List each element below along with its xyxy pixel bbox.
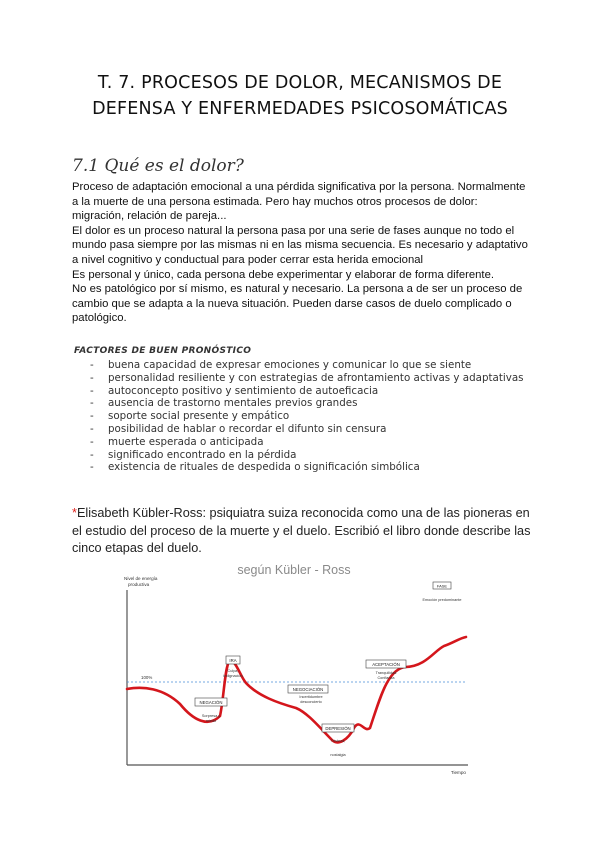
stage-desc: nostalgia — [330, 753, 346, 757]
stage-desc: miedo — [205, 719, 217, 723]
stage-desc: indignación — [223, 674, 243, 678]
kubler-ross-text: Elisabeth Kübler-Ross: psiquiatra suiza reconocida como una de las pioneras en el estudio del proceso de la muerte y el duelo. Escribió el libro donde describe las cinco etapas del duelo. — [72, 506, 531, 555]
page-title — [40, 70, 560, 122]
stage-desc: desconcierto — [300, 700, 322, 704]
stage-desc: Culpa, — [227, 669, 239, 673]
y-axis-label: productiva — [128, 582, 150, 587]
stage-label: NEGOCIACIÓN — [292, 687, 324, 692]
list-item: - autoconcepto positivo y sentimiento de autoeficacia — [90, 385, 530, 398]
stage-desc: Tristeza, — [330, 739, 346, 743]
list-item: - muerte esperada o anticipada — [90, 436, 530, 449]
factors-list — [90, 359, 530, 474]
stage-label: NEGACIÓN — [199, 700, 223, 705]
list-item: - buena capacidad de expresar emociones y comunicar lo que se siente — [90, 359, 530, 372]
list-item: - posibilidad de hablar o recordar el difunto sin censura — [90, 423, 530, 436]
title-line-2: DEFENSA Y ENFERMEDADES PSICOSOMÁTICAS — [92, 99, 508, 119]
stage-label: DEPRESIÓN — [325, 726, 351, 731]
stage-desc: Sorpresa y — [201, 714, 221, 718]
stage-label: IRA — [229, 658, 237, 663]
x-axis-label: Tiempo — [450, 770, 466, 775]
list-item: - significado encontrado en la pérdida — [90, 449, 530, 462]
paragraph: Es personal y único, cada persona debe experimentar y elaborar de forma diferente. — [72, 268, 494, 281]
diagram-title: según Kübler - Ross — [237, 563, 351, 577]
list-item: - personalidad resiliente y con estrategias de afrontamiento activas y adaptativas — [90, 372, 530, 385]
baseline-label: 100% — [141, 675, 153, 680]
stage-desc: Incertidumbre — [299, 695, 323, 699]
y-axis-label: Nivel de energía — [124, 576, 158, 581]
kubler-ross-note — [72, 505, 542, 558]
paragraph: El dolor es un proceso natural la persona pasa por una serie de fases aunque no todo el mundo pasa siempre por las mismas ni en las misma secuencia. Es necesario y adaptativo a nivel cognitivo y conductual para poder cerrar esta herida emocional — [72, 224, 528, 266]
section-body — [72, 180, 532, 326]
asterisk: * — [72, 506, 77, 520]
title-line-1: T. 7. PROCESOS DE DOLOR, MECANISMOS DE — [97, 73, 503, 93]
paragraph: Proceso de adaptación emocional a una pérdida significativa por la persona. Normalmente a la muerte de una persona estimada. Pero hay muchos otros procesos de dolor: migración, relación de pareja... — [72, 181, 526, 223]
factors-heading: FACTORES DE BUEN PRONÓSTICO — [74, 346, 252, 356]
section-heading: 7.1 Qué es el dolor? — [72, 156, 244, 176]
stage-desc: Tranquilidad — [375, 671, 397, 675]
list-item: - existencia de rituales de despedida o significación simbólica — [90, 461, 530, 474]
list-item: - soporte social presente y empático — [90, 410, 530, 423]
list-item: - ausencia de trastorno mentales previos grandes — [90, 397, 530, 410]
legend-emotion-label: Emoción predominante — [422, 598, 462, 602]
stage-label: ACEPTACIÓN — [372, 662, 400, 667]
grief-stages-diagram — [108, 558, 480, 780]
paragraph: No es patológico por sí mismo, es natural y necesario. La persona a de ser un proceso de cambio que se adapta a la nueva situación. Pueden darse casos de duelo complicado o patológico. — [72, 283, 523, 325]
legend-phase-label: FASE — [436, 583, 448, 589]
stage-desc: Confianza — [377, 676, 395, 680]
